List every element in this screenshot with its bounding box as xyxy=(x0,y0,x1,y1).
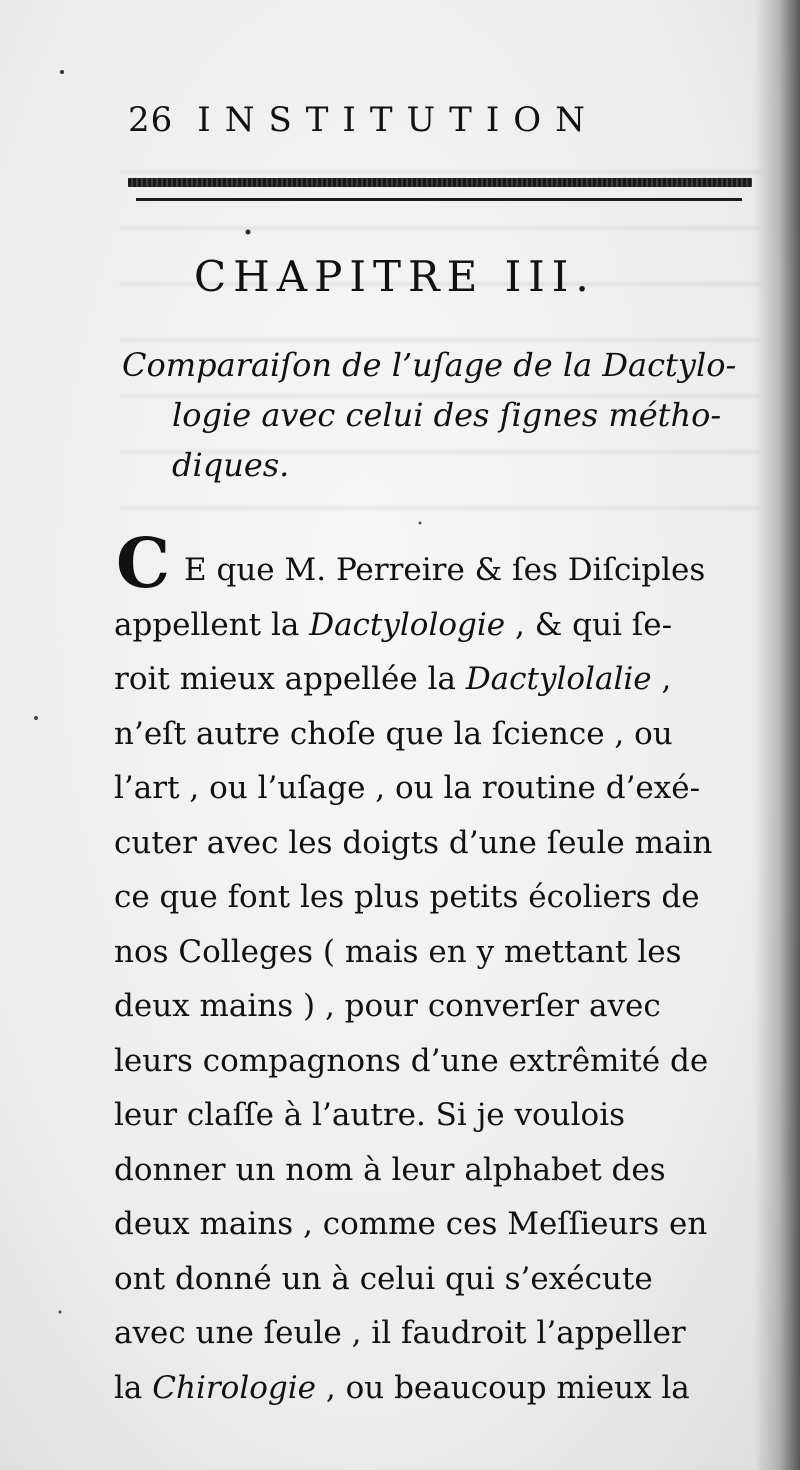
text-run: appellent la xyxy=(114,606,310,643)
text-run: nos Colleges ( mais en y mettant les xyxy=(114,933,682,970)
text-run: la xyxy=(114,1369,153,1406)
text-line xyxy=(114,543,756,598)
speck xyxy=(34,716,38,720)
chapter-summary xyxy=(122,340,752,490)
text-run: roit mieux appellée la xyxy=(114,661,466,697)
running-title: INSTITUTION xyxy=(197,100,599,140)
text-run: n’eſt autre choſe que la ſcience , ou xyxy=(114,715,673,752)
summary-line: diques. xyxy=(172,446,290,484)
text-line xyxy=(114,870,756,925)
text-run: deux mains , comme ces Meſſieurs en xyxy=(114,1206,708,1242)
text-line xyxy=(114,652,756,707)
text-run: leur claſſe à l’autre. Si je voulois xyxy=(114,1097,626,1133)
header-rule-thick xyxy=(128,178,752,187)
header-rule-thin xyxy=(136,198,742,201)
text-line xyxy=(114,1306,756,1361)
text-run: leurs compagnons d’une extrêmité de xyxy=(114,1042,709,1079)
text-line xyxy=(114,925,756,980)
text-line xyxy=(114,1361,756,1416)
running-header xyxy=(128,100,758,150)
text-line xyxy=(114,979,756,1034)
page-number: 26 xyxy=(128,100,174,140)
text-run: donner un nom à leur alphabet des xyxy=(114,1151,666,1188)
text-line xyxy=(114,1197,756,1252)
text-line xyxy=(114,1088,756,1143)
text-line xyxy=(114,598,756,653)
text-line xyxy=(114,761,756,816)
text-line xyxy=(114,816,756,871)
summary-line: logie avec celui des ſignes métho- xyxy=(172,396,722,434)
speck xyxy=(59,1311,62,1314)
text-run: , & qui ſe- xyxy=(505,606,673,643)
text-run: E que M. Perreire & ſes Diſciples xyxy=(184,552,706,588)
binding-shadow xyxy=(754,0,800,1470)
text-run: ont donné un à celui qui s’exécute xyxy=(114,1260,653,1297)
speck xyxy=(60,70,64,74)
text-line xyxy=(114,1143,756,1198)
text-run: cuter avec les doigts d’une ſeule main xyxy=(114,824,713,861)
drop-cap: C xyxy=(116,524,171,604)
text-run: avec une ſeule , il faudroit l’appeller xyxy=(114,1315,686,1351)
text-run: deux mains ) , pour converſer avec xyxy=(114,988,661,1024)
text-run: l’art , ou l’uſage , ou la routine d’exé- xyxy=(114,770,701,806)
text-line xyxy=(114,707,756,762)
text-run: ce que font les plus petits écoliers de xyxy=(114,879,700,915)
text-run: , xyxy=(651,661,672,697)
text-run: , ou beaucoup mieux la xyxy=(316,1369,690,1406)
body-text xyxy=(114,543,756,1415)
italic-term: Dactylologie xyxy=(309,606,506,643)
italic-term: Chirologie xyxy=(152,1369,317,1406)
text-line xyxy=(114,1034,756,1089)
summary-line: Comparaiſon de l’uſage de la Dactylo- xyxy=(122,346,737,384)
italic-term: Dactylolalie xyxy=(465,661,652,697)
chapter-title: CHAPITRE III. xyxy=(194,252,596,301)
text-line xyxy=(114,1252,756,1307)
